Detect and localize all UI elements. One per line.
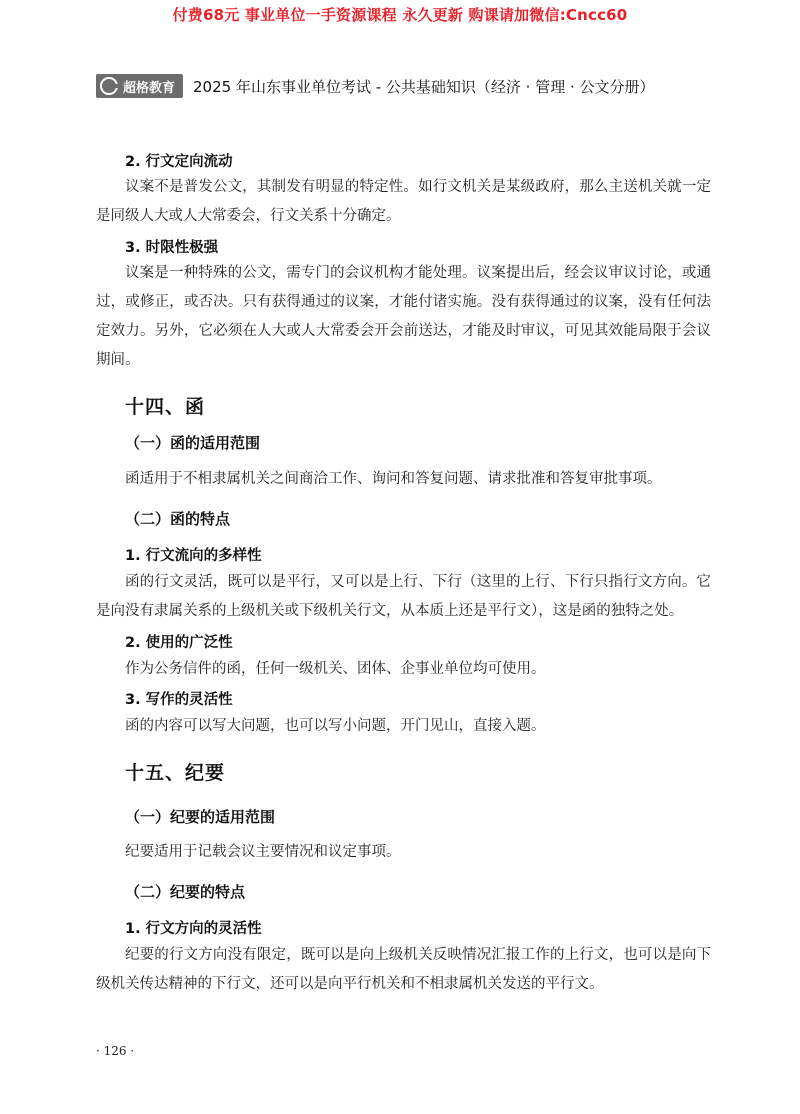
paragraph: 函的内容可以写大问题，也可以写小问题，开门见山，直接入题。 bbox=[125, 718, 546, 734]
watermark-banner: 付费68元 事业单位一手资源课程 永久更新 购课请加微信:Cncc60 bbox=[172, 6, 628, 24]
subsection-title: 2. 使用的广泛性 bbox=[125, 635, 233, 651]
paragraph: 议案是一种特殊的公文，需专门的会议机构才能处理。议案提出后，经会议审议讨论，或通过，或修正，或否决。只有获得通过的议案，才能付诸实施。没有获得通过的议案，没有任何法定效力。另外，它必须在人大或人大常委会开会前送达，才能及时审议，可见其效能局限于会议期间。 bbox=[96, 265, 711, 368]
paragraph: 作为公务信件的函，任何一级机关、团体、企事业单位均可使用。 bbox=[125, 661, 546, 677]
section-heading: （一）函的适用范围 bbox=[125, 434, 261, 452]
section-heading: （二）纪要的特点 bbox=[125, 883, 246, 901]
header-title: 2025 年山东事业单位考试 - 公共基础知识（经济 · 管理 · 公文分册） bbox=[193, 77, 655, 96]
section-heading: （一）纪要的适用范围 bbox=[125, 808, 276, 826]
chapter-heading: 十四、函 bbox=[125, 396, 206, 418]
paragraph: 纪要的行文方向没有限定，既可以是向上级机关反映情况汇报工作的上行文，也可以是向下级机关传达精神的下行文，还可以是向平行机关和不相隶属机关发送的平行文。 bbox=[96, 947, 711, 992]
logo-text: 超格教育 bbox=[123, 80, 176, 96]
subsection-title: 3. 写作的灵活性 bbox=[125, 692, 233, 708]
paragraph: 纪要适用于记载会议主要情况和议定事项。 bbox=[125, 844, 401, 860]
subsection-title: 1. 行文流向的多样性 bbox=[125, 548, 262, 564]
paragraph: 函的行文灵活，既可以是平行，又可以是上行、下行（这里的上行、下行只指行文方向。它是向没有隶属关系的上级机关或下级机关行文，从本质上还是平行文），这是函的独特之处。 bbox=[96, 574, 711, 619]
page-header bbox=[96, 72, 655, 100]
subsection-title: 1. 行文方向的灵活性 bbox=[125, 921, 262, 937]
logo-icon bbox=[100, 77, 118, 95]
subsection-title: 2. 行文定向流动 bbox=[125, 154, 233, 170]
publisher-logo bbox=[96, 74, 183, 98]
page-number: · 126 · bbox=[96, 1044, 135, 1058]
paragraph: 议案不是普发公文，其制发有明显的特定性。如行文机关是某级政府，那么主送机关就一定是同级人大或人大常委会，行文关系十分确定。 bbox=[96, 179, 711, 224]
section-heading: （二）函的特点 bbox=[125, 510, 231, 528]
paragraph: 函适用于不相隶属机关之间商洽工作、询问和答复问题、请求批准和答复审批事项。 bbox=[125, 471, 662, 487]
chapter-heading: 十五、纪要 bbox=[125, 762, 226, 784]
subsection-title: 3. 时限性极强 bbox=[125, 240, 219, 256]
